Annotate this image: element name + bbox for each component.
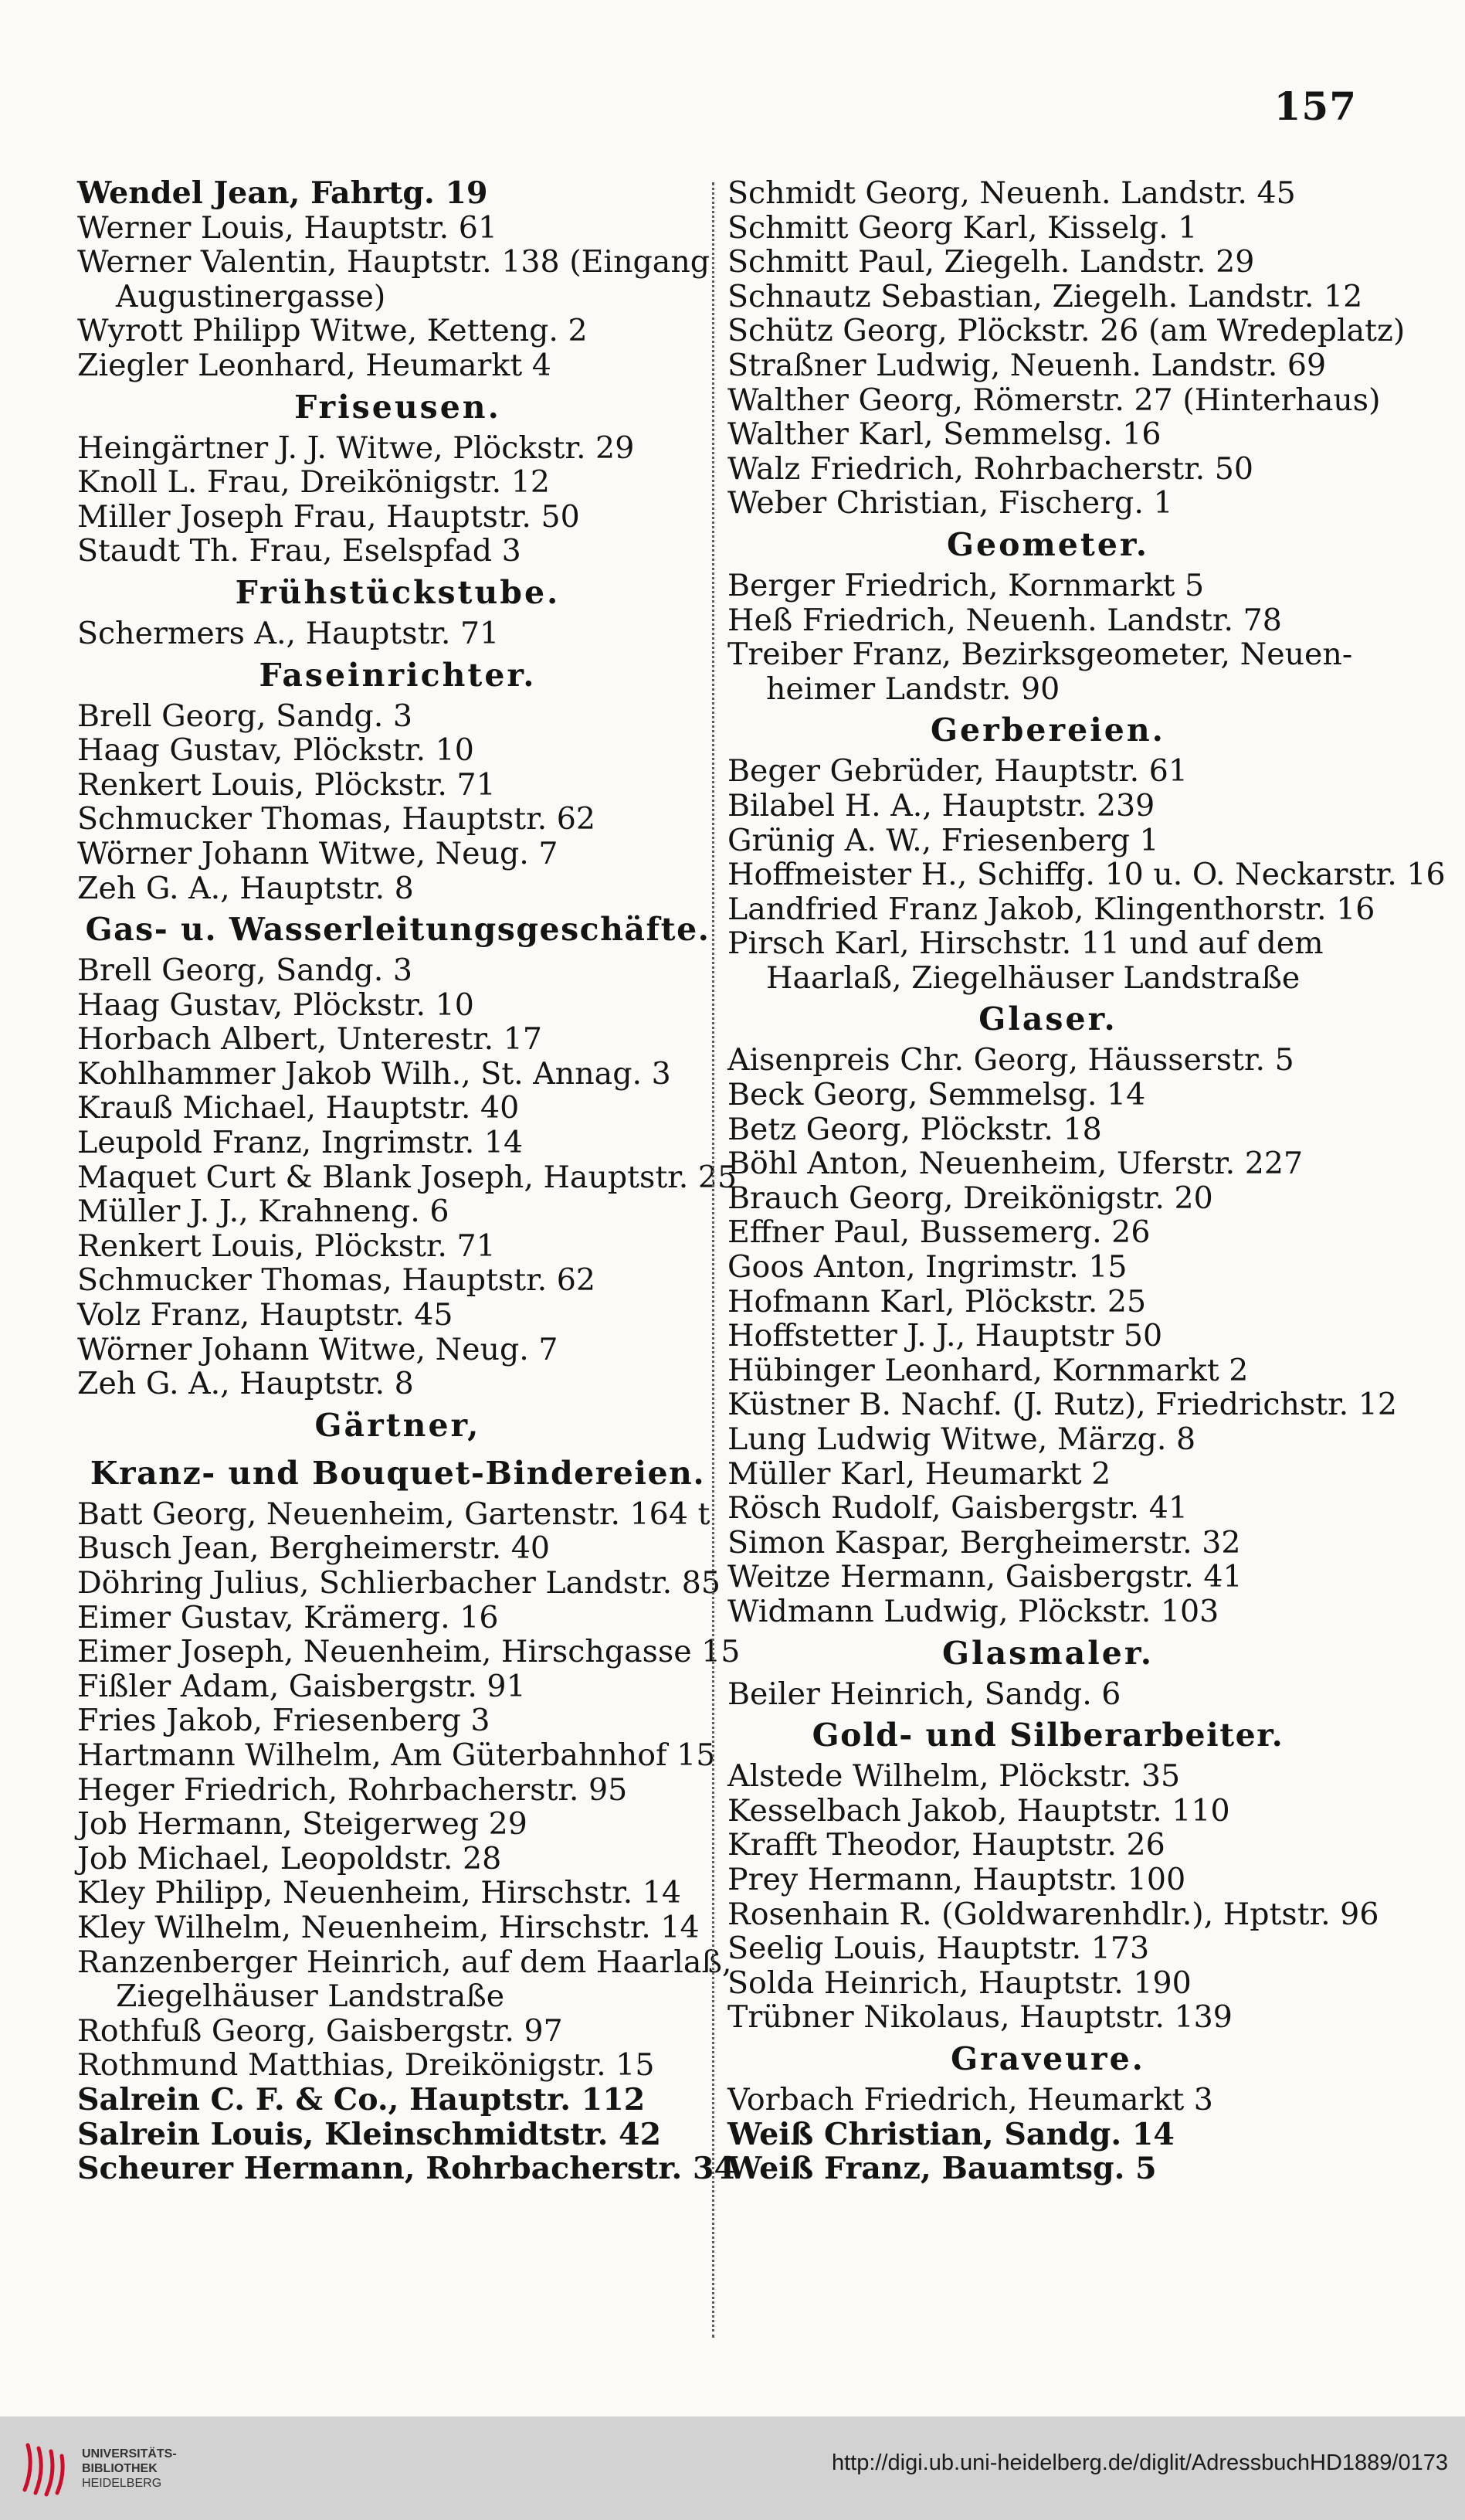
directory-entry: Knoll L. Frau, Dreikönigstr. 12 (77, 464, 550, 501)
directory-entry: Hofmann Karl, Plöckstr. 25 (727, 1283, 1147, 1319)
section-heading: Gold- und Silberarbeiter. (812, 1717, 1284, 1754)
directory-entry: Scheurer Hermann, Rohrbacherstr. 34 (77, 2151, 736, 2187)
right-column (727, 175, 1446, 2187)
directory-entry: Salrein Louis, Kleinschmidtstr. 42 (77, 2116, 662, 2152)
directory-entry: Kley Wilhelm, Neuenheim, Hirschstr. 14 (77, 1909, 700, 1945)
directory-entry: Beck Georg, Semmelsg. 14 (727, 1077, 1146, 1113)
directory-entry: Döhring Julius, Schlierbacher Landstr. 85 (77, 1565, 721, 1601)
directory-entry: Rothmund Matthias, Dreikönigstr. 15 (77, 2047, 655, 2084)
directory-entry: Zeh G. A., Hauptstr. 8 (77, 870, 414, 906)
directory-entry: Busch Jean, Bergheimerstr. 40 (77, 1530, 550, 1567)
directory-entry: Volz Franz, Hauptstr. 45 (77, 1297, 453, 1333)
directory-entry: Weiß Franz, Bauamtsg. 5 (727, 2151, 1157, 2187)
directory-entry: Weiß Christian, Sandg. 14 (727, 2116, 1175, 2152)
directory-entry: Hoffstetter J. J., Hauptstr 50 (727, 1318, 1163, 1354)
directory-entry: Schmitt Georg Karl, Kisselg. 1 (727, 209, 1198, 246)
directory-entry: Schmucker Thomas, Hauptstr. 62 (77, 1262, 595, 1299)
directory-entry: Fries Jakob, Friesenberg 3 (77, 1703, 490, 1739)
directory-entry: Aisenpreis Chr. Georg, Häusserstr. 5 (727, 1042, 1294, 1078)
directory-entry: Alstede Wilhelm, Plöckstr. 35 (727, 1758, 1181, 1795)
directory-entry: Böhl Anton, Neuenheim, Uferstr. 227 (727, 1146, 1304, 1182)
directory-entry: Haag Gustav, Plöckstr. 10 (77, 987, 474, 1023)
directory-entry-continuation: Haarlaß, Ziegelhäuser Landstraße (766, 959, 1301, 996)
directory-entry: Schmitt Paul, Ziegelh. Landstr. 29 (727, 244, 1255, 280)
directory-entry: Eimer Joseph, Neuenheim, Hirschgasse 15 (77, 1634, 741, 1670)
section-heading: Gerbereien. (931, 712, 1165, 749)
directory-entry: Werner Louis, Hauptstr. 61 (77, 209, 498, 246)
directory-entry: Müller J. J., Krahneng. 6 (77, 1194, 449, 1230)
section-heading: Glaser. (978, 1000, 1117, 1038)
section-heading: Geometer. (946, 525, 1150, 563)
directory-entry: Job Hermann, Steigerweg 29 (77, 1806, 527, 1842)
directory-entry: Heß Friedrich, Neuenh. Landstr. 78 (727, 602, 1282, 638)
page-number: 157 (1273, 83, 1357, 129)
directory-entry: Schütz Georg, Plöckstr. 26 (am Wredeplatz) (727, 313, 1406, 349)
directory-entry: Krauß Michael, Hauptstr. 40 (77, 1090, 520, 1126)
section-heading: Glasmaler. (942, 1634, 1154, 1672)
directory-entry: Prey Hermann, Hauptstr. 100 (727, 1861, 1186, 1897)
directory-entry: Walz Friedrich, Rohrbacherstr. 50 (727, 450, 1254, 487)
directory-entry: Salrein C. F. & Co., Hauptstr. 112 (77, 2081, 646, 2118)
directory-entry: Schmidt Georg, Neuenh. Landstr. 45 (727, 175, 1296, 211)
directory-entry-continuation: Augustinergasse) (116, 278, 386, 314)
directory-entry: Ziegler Leonhard, Heumarkt 4 (77, 347, 551, 383)
directory-entry: Goos Anton, Ingrimstr. 15 (727, 1249, 1128, 1285)
directory-entry: Maquet Curt & Blank Joseph, Hauptstr. 25 (77, 1159, 738, 1195)
directory-entry: Beger Gebrüder, Hauptstr. 61 (727, 753, 1189, 790)
directory-entry: Betz Georg, Plöckstr. 18 (727, 1111, 1102, 1147)
directory-entry: Vorbach Friedrich, Heumarkt 3 (727, 2081, 1213, 2118)
directory-entry: Weitze Hermann, Gaisbergstr. 41 (727, 1559, 1243, 1595)
column-divider (712, 182, 714, 2338)
directory-entry: Effner Paul, Bussemerg. 26 (727, 1214, 1151, 1251)
directory-entry: Straßner Ludwig, Neuenh. Landstr. 69 (727, 347, 1327, 383)
directory-entry: Eimer Gustav, Krämerg. 16 (77, 1599, 499, 1635)
directory-entry: Bilabel H. A., Hauptstr. 239 (727, 787, 1155, 824)
footer-bar (0, 2416, 1465, 2520)
library-logo[interactable] (17, 2436, 177, 2501)
directory-entry: Lung Ludwig Witwe, Märzg. 8 (727, 1421, 1196, 1457)
section-heading: Kranz- und Bouquet-Bindereien. (90, 1454, 706, 1492)
directory-entry: Leupold Franz, Ingrimstr. 14 (77, 1125, 524, 1161)
directory-entry: Miller Joseph Frau, Hauptstr. 50 (77, 498, 580, 535)
directory-entry: Landfried Franz Jakob, Klingenthorstr. 16 (727, 891, 1375, 927)
directory-entry: Horbach Albert, Unterestr. 17 (77, 1021, 543, 1058)
directory-entry: Walther Karl, Semmelsg. 16 (727, 416, 1161, 453)
directory-entry: Batt Georg, Neuenheim, Gartenstr. 164 t (77, 1496, 710, 1532)
library-name-line-1: UNIVERSITÄTS- (82, 2447, 177, 2461)
directory-entry: Heingärtner J. J. Witwe, Plöckstr. 29 (77, 430, 635, 466)
directory-entry: Pirsch Karl, Hirschstr. 11 und auf dem (727, 925, 1324, 962)
directory-entry: Schmucker Thomas, Hauptstr. 62 (77, 801, 595, 837)
directory-entry: Rosenhain R. (Goldwarenhdlr.), Hptstr. 96 (727, 1896, 1379, 1932)
directory-entry: Hartmann Wilhelm, Am Güterbahnhof 15 (77, 1737, 716, 1773)
library-seal-icon (17, 2436, 71, 2501)
source-url-link[interactable]: http://digi.ub.uni-heidelberg.de/diglit/AdressbuchHD1889/0173 (831, 2450, 1448, 2475)
directory-entry: Job Michael, Leopoldstr. 28 (77, 1840, 502, 1876)
directory-entry-continuation: heimer Landstr. 90 (766, 671, 1060, 707)
directory-entry: Grünig A. W., Friesenberg 1 (727, 822, 1159, 858)
directory-entry: Wörner Johann Witwe, Neug. 7 (77, 835, 558, 871)
section-heading: Gärtner, (314, 1406, 481, 1444)
directory-entry: Solda Heinrich, Hauptstr. 190 (727, 1965, 1192, 2001)
directory-entry: Trübner Nikolaus, Hauptstr. 139 (727, 1999, 1233, 2036)
directory-entry: Treiber Franz, Bezirksgeometer, Neuen- (727, 637, 1353, 673)
section-heading: Faseinrichter. (259, 656, 537, 694)
directory-entry: Brell Georg, Sandg. 3 (77, 953, 412, 989)
directory-entry: Renkert Louis, Plöckstr. 71 (77, 1228, 496, 1264)
directory-entry-continuation: Ziegelhäuser Landstraße (116, 1978, 505, 2015)
directory-entry: Heger Friedrich, Rohrbacherstr. 95 (77, 1771, 628, 1808)
directory-entry: Werner Valentin, Hauptstr. 138 (Eingang (77, 244, 710, 280)
directory-entry: Zeh G. A., Hauptstr. 8 (77, 1366, 414, 1402)
directory-entry: Müller Karl, Heumarkt 2 (727, 1455, 1111, 1492)
directory-entry: Fißler Adam, Gaisbergstr. 91 (77, 1668, 526, 1704)
directory-entry: Wendel Jean, Fahrtg. 19 (77, 175, 488, 211)
directory-entry: Hoffmeister H., Schiffg. 10 u. O. Neckarstr. 16 (727, 857, 1446, 893)
directory-entry: Küstner B. Nachf. (J. Rutz), Friedrichstr. 12 (727, 1387, 1398, 1423)
directory-entry: Staudt Th. Frau, Eselspfad 3 (77, 533, 521, 569)
directory-entry: Kohlhammer Jakob Wilh., St. Annag. 3 (77, 1055, 671, 1092)
directory-entry: Krafft Theodor, Hauptstr. 26 (727, 1827, 1165, 1863)
directory-entry: Wörner Johann Witwe, Neug. 7 (77, 1331, 558, 1367)
section-heading: Graveure. (951, 2039, 1145, 2077)
directory-entry: Hübinger Leonhard, Kornmarkt 2 (727, 1352, 1249, 1388)
directory-entry: Kley Philipp, Neuenheim, Hirschstr. 14 (77, 1875, 682, 1911)
section-heading: Gas- u. Wasserleitungsgeschäfte. (85, 911, 710, 949)
directory-entry: Beiler Heinrich, Sandg. 6 (727, 1676, 1121, 1712)
section-heading: Friseusen. (294, 388, 501, 426)
directory-entry: Berger Friedrich, Kornmarkt 5 (727, 567, 1205, 603)
directory-entry: Haag Gustav, Plöckstr. 10 (77, 732, 474, 769)
directory-entry: Rösch Rudolf, Gaisbergstr. 41 (727, 1490, 1189, 1527)
directory-entry: Brauch Georg, Dreikönigstr. 20 (727, 1180, 1213, 1216)
directory-entry: Schnautz Sebastian, Ziegelh. Landstr. 12 (727, 278, 1363, 314)
section-heading: Frühstückstube. (235, 573, 561, 611)
directory-entry: Walther Georg, Römerstr. 27 (Hinterhaus) (727, 382, 1381, 418)
directory-entry: Ranzenberger Heinrich, auf dem Haarlaß, (77, 1944, 732, 1980)
library-name-line-2: BIBLIOTHEK (82, 2461, 158, 2475)
directory-entry: Brell Georg, Sandg. 3 (77, 698, 412, 734)
directory-entry: Weber Christian, Fischerg. 1 (727, 485, 1173, 521)
directory-entry: Simon Kaspar, Bergheimerstr. 32 (727, 1524, 1241, 1561)
directory-entry: Seelig Louis, Hauptstr. 173 (727, 1931, 1150, 1967)
directory-entry: Widmann Ludwig, Plöckstr. 103 (727, 1593, 1219, 1629)
directory-entry: Kesselbach Jakob, Hauptstr. 110 (727, 1792, 1230, 1829)
directory-entry: Schermers A., Hauptstr. 71 (77, 615, 500, 651)
library-name (82, 2447, 177, 2491)
directory-entry: Wyrott Philipp Witwe, Ketteng. 2 (77, 313, 588, 349)
library-name-line-3: HEIDELBERG (82, 2476, 162, 2490)
directory-entry: Rothfuß Georg, Gaisbergstr. 97 (77, 2012, 563, 2049)
directory-entry: Renkert Louis, Plöckstr. 71 (77, 766, 496, 803)
left-column (77, 175, 741, 2187)
